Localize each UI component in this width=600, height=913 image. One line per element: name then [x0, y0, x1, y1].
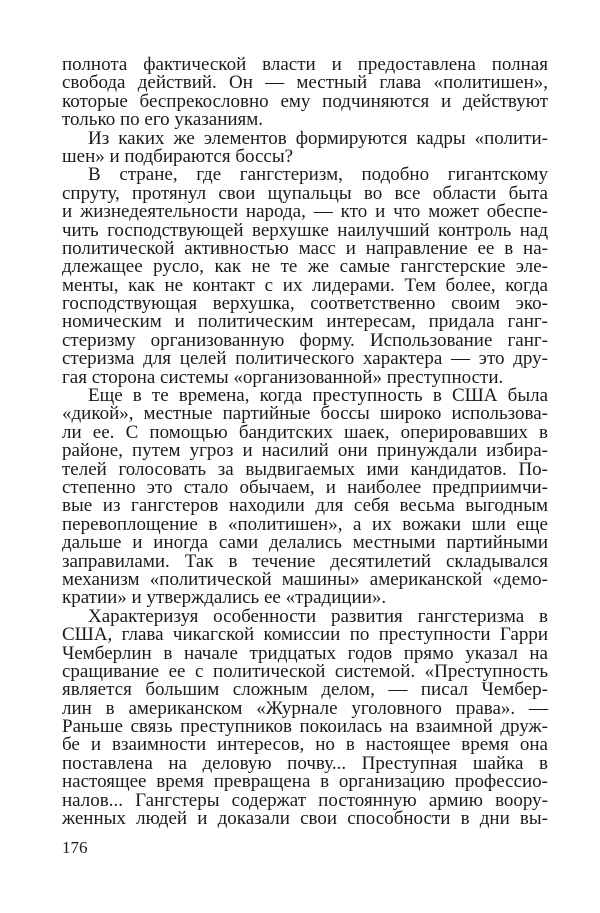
text-line: степенно это стало обычаем, и наиболее предприимчи- [62, 476, 548, 498]
text-line: длежащее русло, как не те же самые гангстерские эле- [62, 256, 548, 278]
text-line: бе и взаимности интересов, но в настоящее время она [62, 734, 548, 756]
text-line: кратии» и утверждались ее «традиции». [62, 587, 387, 609]
text-line: свобода действий. Он — местный глава «политишен», [62, 72, 548, 94]
text-line: Еще в те времена, когда преступность в США была [88, 385, 548, 407]
text-line: В стране, где гангстеризм, подобно гигантскому [88, 164, 548, 186]
text-line: которые беспрекословно ему подчиняются и действуют [62, 90, 548, 112]
text-line: «дикой», местные партийные боссы широко использова- [62, 403, 548, 425]
text-line: США, глава чикагской комиссии по преступности Гарри [62, 624, 548, 646]
text-line: стеризма для целей политического характера — это дру- [62, 348, 548, 370]
text-line: менты, как не контакт с их лидерами. Тем более, когда [62, 274, 548, 296]
text-line: шен» и подбираются боссы? [62, 145, 294, 167]
text-line: ли ее. С помощью бандитских шаек, оперировавших в [62, 421, 548, 443]
text-line: Раньше связь преступников покоилась на взаимной друж- [62, 716, 548, 738]
text-line: дальше и иногда сами делались местными партийными [62, 532, 548, 554]
text-line: телей голосовать за выдвигаемых ими кандидатов. По- [62, 458, 548, 480]
page-number: 176 [62, 838, 88, 857]
text-line: стеризму организованную форму. Использование ганг- [62, 329, 548, 351]
text-line: господствующая верхушка, соответственно своим эко- [62, 293, 548, 315]
text-line: Чемберлин в начале тридцатых годов прямо указал на [62, 642, 548, 664]
text-line: механизм «политической машины» американской «демо- [62, 568, 548, 590]
page-body-text [62, 56, 548, 828]
text-line: и жизнедеятельности народа, — кто и что может обеспе- [62, 201, 548, 223]
text-line: спруту, протянул свои щупальцы во все области быта [62, 182, 548, 204]
text-line: Характеризуя особенности развития гангстеризма в [88, 605, 548, 627]
text-line: налов... Гангстеры содержат постоянную армию воору- [62, 789, 548, 811]
text-line: номическим и политическим интересам, придала ганг- [62, 311, 548, 333]
text-line: сращивание ее с политической системой. «Преступность [62, 660, 548, 682]
text-line: женных людей и доказали свои способности в дни вы- [62, 808, 548, 830]
text-line: только по его указаниям. [62, 109, 264, 131]
text-line: вые из гангстеров находили для себя весьма выгодным [62, 495, 548, 517]
text-line: политической активностью масс и направление ее в на- [62, 237, 548, 259]
text-line: перевоплощение в «политишен», а их вожаки шли еще [62, 513, 548, 535]
text-line: Из каких же элементов формируются кадры «полити- [88, 127, 548, 149]
text-line: настоящее время превращена в организацию профессио- [62, 771, 548, 793]
text-line: лин в американском «Журнале уголовного права». — [62, 697, 548, 719]
text-line: поставлена на деловую почву... Преступная шайка в [62, 752, 548, 774]
text-line: чить господствующей верхушке наилучший контроль над [62, 219, 548, 241]
text-line: районе, путем угроз и насилий они принуждали избира- [62, 440, 548, 462]
text-line: полнота фактической власти и предоставлена полная [62, 54, 548, 75]
text-line: заправилами. Так в течение десятилетий складывался [62, 550, 548, 572]
text-line: гая сторона системы «организованной» преступности. [62, 366, 504, 388]
text-line: является большим сложным делом, — писал Чембер- [62, 679, 548, 701]
